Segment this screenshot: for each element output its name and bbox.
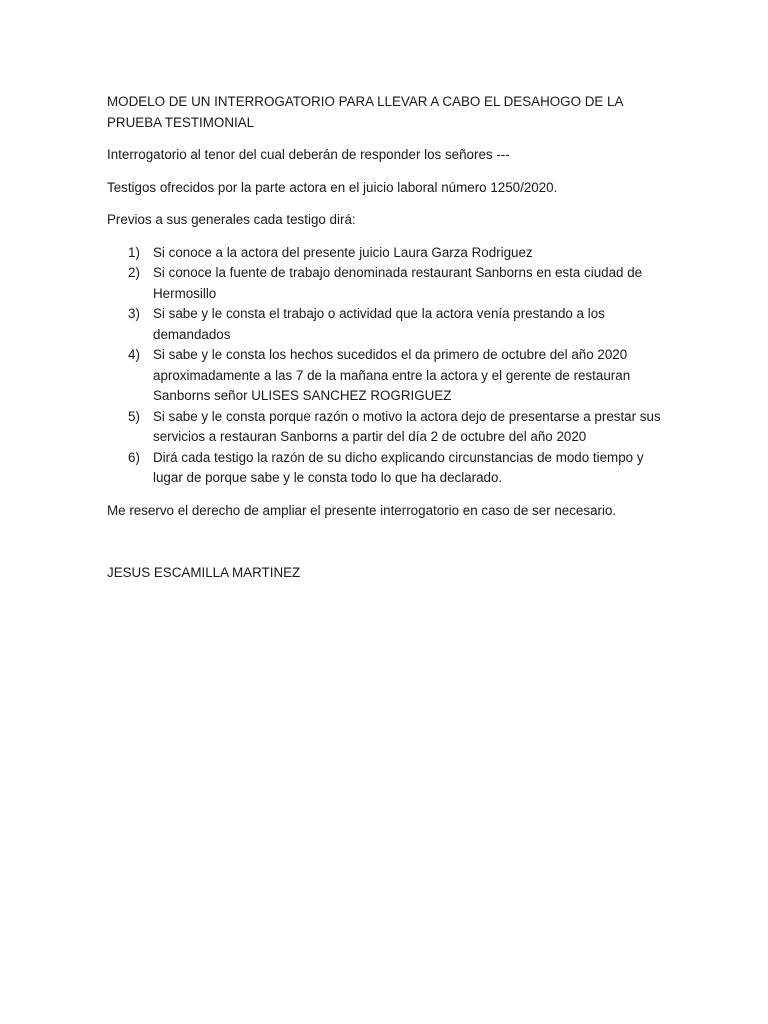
question-item bbox=[107, 263, 667, 304]
question-text: Si sabe y le consta porque razón o motivo la actora dejo de presentarse a prestar sus servicios a restauran Sanborns a partir del día 2 de octubre del año 2020 bbox=[153, 408, 661, 444]
question-item bbox=[107, 243, 667, 264]
previous-paragraph: Previos a sus generales cada testigo dirá: bbox=[107, 212, 356, 227]
intro-paragraph: Interrogatorio al tenor del cual deberán de responder los señores --- bbox=[107, 147, 510, 162]
question-number: 6) bbox=[128, 449, 140, 465]
question-text: Si conoce a la actora del presente juicio Laura Garza Rodriguez bbox=[153, 244, 533, 260]
question-item bbox=[107, 345, 667, 407]
closing-paragraph: Me reservo el derecho de ampliar el presente interrogatorio en caso de ser necesario. bbox=[107, 502, 617, 518]
question-item bbox=[107, 448, 667, 489]
witnesses-paragraph: Testigos ofrecidos por la parte actora en el juicio laboral número 1250/2020. bbox=[107, 179, 558, 195]
question-text: Si sabe y le consta los hechos sucedidos el da primero de octubre del año 2020 aproximadamente a las 7 de la mañana entre la actora y el gerente de restauran Sanborns señor ULISES SANCHEZ ROGRIGUEZ bbox=[153, 347, 631, 403]
question-number: 3) bbox=[128, 306, 140, 321]
signature-name: JESUS ESCAMILLA MARTINEZ bbox=[107, 565, 301, 580]
question-item bbox=[107, 304, 667, 345]
question-text: Si conoce la fuente de trabajo denominada restaurant Sanborns en esta ciudad de Hermosillo bbox=[153, 265, 643, 301]
question-number: 4) bbox=[128, 347, 140, 362]
question-text: Si sabe y le consta el trabajo o actividad que la actora venía prestando a los demandados bbox=[153, 306, 605, 342]
question-number: 1) bbox=[128, 244, 140, 260]
question-item bbox=[107, 407, 667, 448]
question-number: 2) bbox=[128, 265, 140, 280]
questions-list bbox=[107, 243, 667, 489]
question-text: Dirá cada testigo la razón de su dicho explicando circunstancias de modo tiempo y lugar de porque sabe y le consta todo lo que ha declarado. bbox=[153, 449, 644, 485]
document-body bbox=[107, 92, 667, 596]
document-title: MODELO DE UN INTERROGATORIO PARA LLEVAR A CABO EL DESAHOGO DE LA PRUEBA TESTIMONIAL bbox=[107, 94, 623, 130]
question-number: 5) bbox=[128, 408, 140, 424]
